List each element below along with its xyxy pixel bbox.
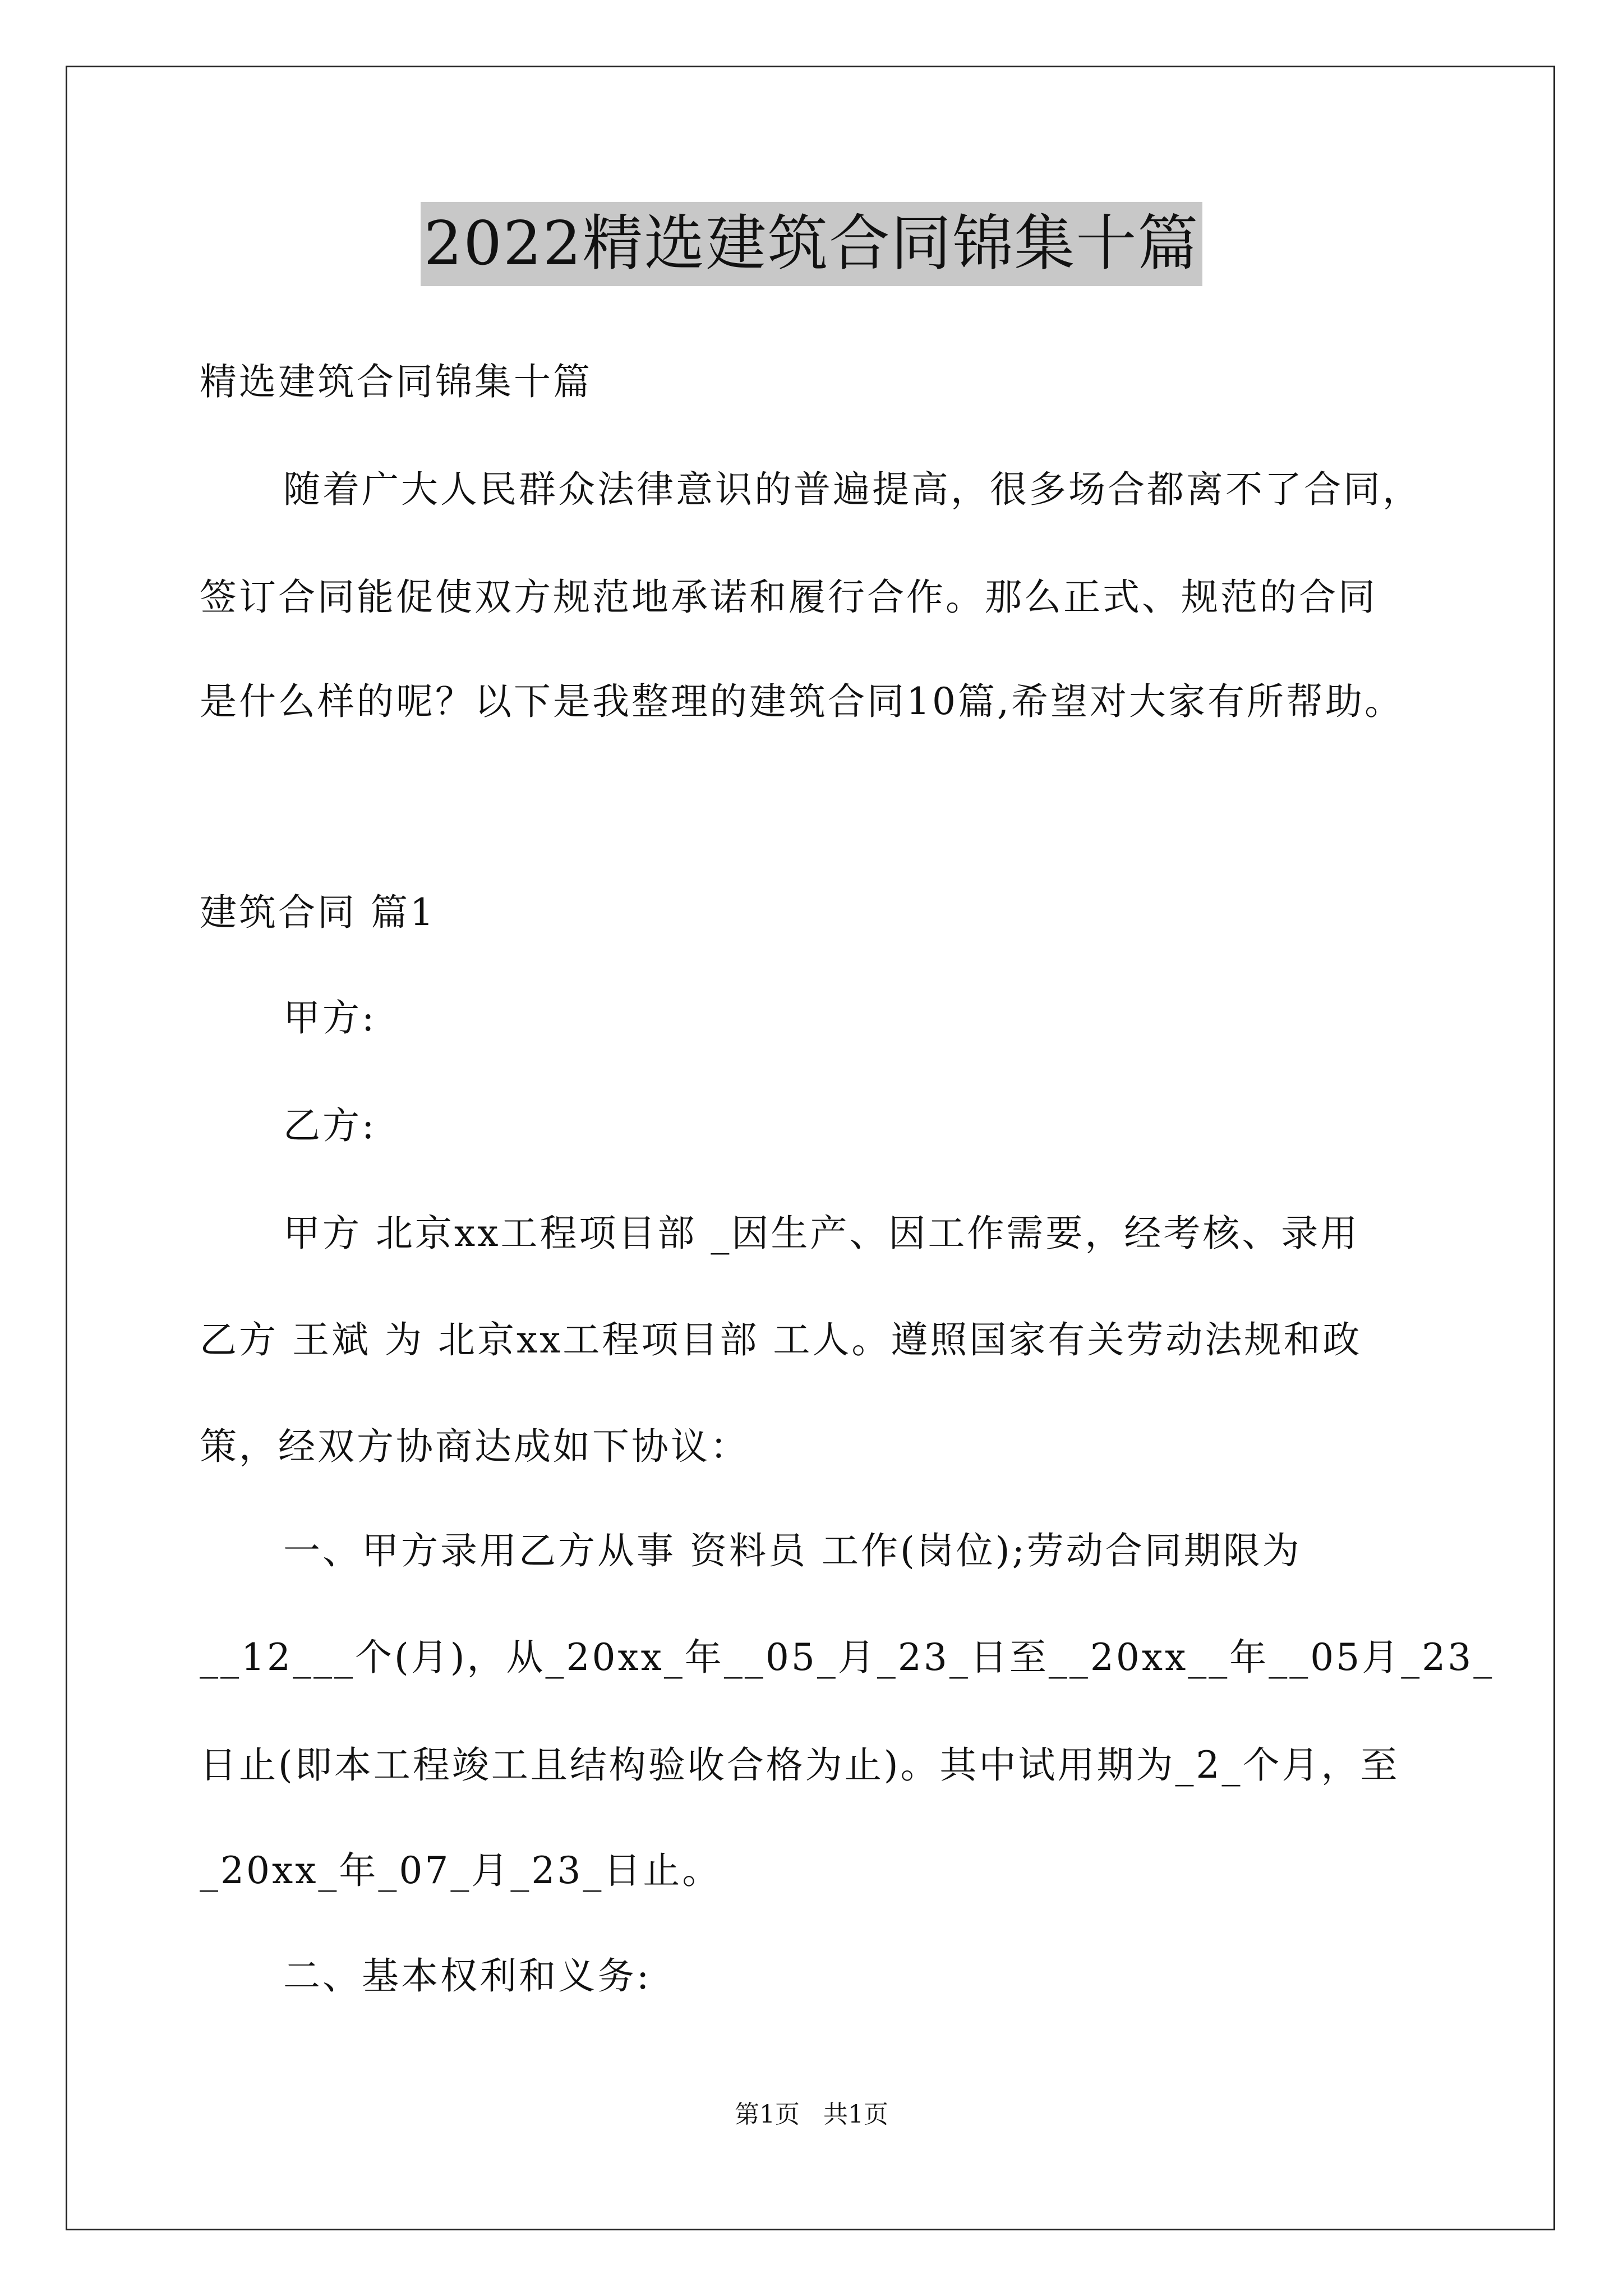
clause1-line-3: 日止(即本工程竣工且结构验收合格为止)。其中试用期为_2_个月，至 (200, 1743, 1400, 1787)
party-b-label: 乙方: (283, 1104, 377, 1147)
intro-line-1: 随着广大人民群众法律意识的普遍提高，很多场合都离不了合同， (283, 468, 1422, 511)
clause1-line-2: __12___个(月)，从_20xx_年__05_月_23_日至__20xx__年__05月_23_ (200, 1636, 1495, 1679)
paragraph-line-3: 策，经双方协商达成如下协议： (200, 1425, 749, 1468)
subtitle: 精选建筑合同锦集十篇 (200, 360, 592, 403)
paragraph-line-2: 乙方 王斌 为 北京xx工程项目部 工人。遵照国家有关劳动法规和政 (200, 1318, 1362, 1361)
paragraph-line-1: 甲方 北京xx工程项目部 _因生产、因工作需要，经考核、录用 (283, 1212, 1360, 1255)
intro-line-3: 是什么样的呢？以下是我整理的建筑合同10篇,希望对大家有所帮助。 (200, 680, 1404, 723)
page-footer: 第1页 共1页 (735, 2100, 888, 2129)
section-heading: 建筑合同 篇1 (200, 891, 436, 934)
clause1-line-1: 一、甲方录用乙方从事 资料员 工作(岗位);劳动合同期限为 (283, 1529, 1302, 1572)
document-title: 2022精选建筑合同锦集十篇 (0, 202, 1623, 286)
intro-line-2: 签订合同能促使双方规范地承诺和履行合作。那么正式、规范的合同 (200, 576, 1377, 619)
clause1-line-4: _20xx_年_07_月_23_日止。 (200, 1849, 722, 1892)
clause2-heading: 二、基本权利和义务: (283, 1954, 652, 1998)
party-a-label: 甲方: (283, 996, 377, 1039)
